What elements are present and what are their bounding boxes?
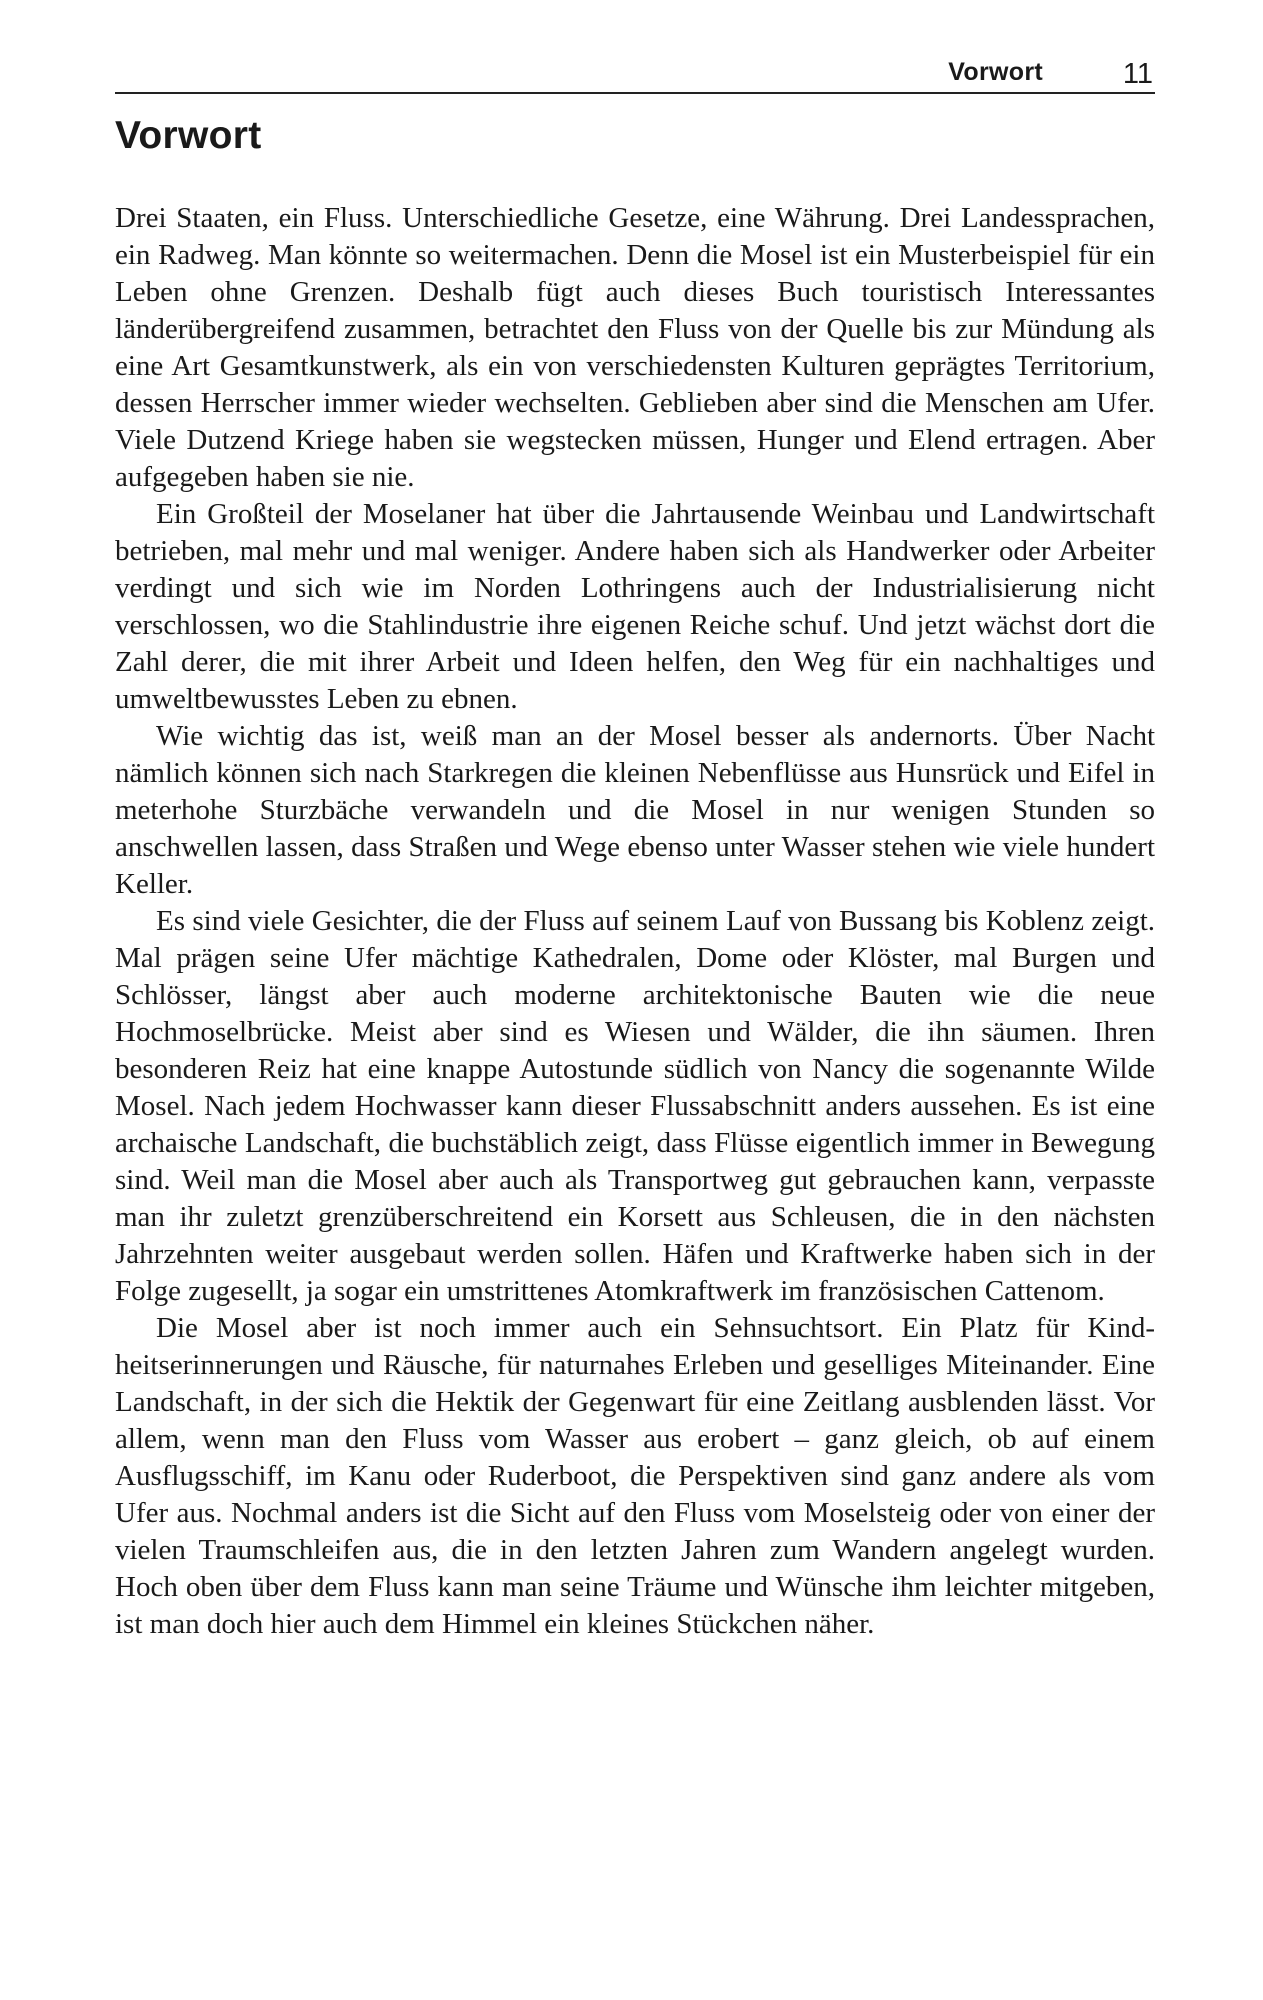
paragraph-4: Es sind viele Gesichter, die der Fluss auf seinem Lauf von Bussang bis Koblenz zeigt. Mal prägen seine Ufer mächtige Kathedralen, Dome oder Klöster, mal Burgen und Schlösser, längst aber auch moderne architektonische Bauten wie die neue Hochmoselbrücke. Meist aber sind es Wiesen und Wälder, die ihn säumen. Ihren besonderen Reiz hat eine knappe Autostunde südlich von Nancy die sogenannte Wilde Mosel. Nach jedem Hochwasser kann dieser Flussabschnitt anders aussehen. Es ist eine archaische Landschaft, die buchstäblich zeigt, dass Flüsse eigentlich immer in Bewegung sind. Weil man die Mosel aber auch als Transportweg gut gebrauchen kann, verpasste man ihr zuletzt grenzüberschreitend ein Korsett aus Schleusen, die in den nächsten Jahrzehnten weiter ausgebaut werden sollen. Häfen und Kraftwerke haben sich in der Folge zugesellt, ja sogar ein umstrittenes Atomkraftwerk im französischen Cattenom.: [115, 905, 1155, 1307]
paragraph-5: Die Mosel aber ist noch immer auch ein Sehnsuchtsort. Ein Platz für Kindheitserinnerungen und Räusche, für naturnahes Erleben und geselliges Miteinander. Eine Landschaft, in der sich die Hektik der Gegenwart für eine Zeitlang ausblenden lässt. Vor allem, wenn man den Fluss vom Wasser aus erobert – ganz gleich, ob auf einem Ausflugsschiff, im Kanu oder Ruderboot, die Perspektiven sind ganz andere als vom Ufer aus. Nochmal anders ist die Sicht auf den Fluss vom Moselsteig oder von einer der vielen Traumschleifen aus, die in den letzten Jahren zum Wandern angelegt wurden. Hoch oben über dem Fluss kann man seine Träume und Wünsche ihm leichter mitgeben, ist man doch hier auch dem Himmel ein kleines Stückchen näher.: [115, 1312, 1155, 1640]
running-head-title: Vorwort: [948, 58, 1043, 86]
page-number: 11: [1122, 58, 1153, 90]
body-text: [115, 200, 1155, 1643]
book-page: [115, 52, 1155, 1643]
chapter-title: Vorwort: [115, 114, 262, 157]
paragraph-3: Wie wichtig das ist, weiß man an der Mosel besser als andernorts. Über Nacht nämlich können sich nach Starkregen die kleinen Nebenflüsse aus Hunsrück und Eifel in meterhohe Sturzbäche verwandeln und die Mosel in nur wenigen Stunden so anschwellen lassen, dass Straßen und Wege ebenso unter Wasser stehen wie viele hundert Keller.: [115, 720, 1155, 900]
paragraph-2: Ein Großteil der Moselaner hat über die Jahrtausende Weinbau und Landwirtschaft betrieben, mal mehr und mal weniger. Andere haben sich als Handwerker oder Arbeiter verdingt und sich wie im Norden Lothringens auch der Industrialisierung nicht verschlossen, wo die Stahlindustrie ihre eigenen Reiche schuf. Und jetzt wächst dort die Zahl derer, die mit ihrer Arbeit und Ideen helfen, den Weg für ein nachhaltiges und umweltbewusstes Leben zu ebnen.: [115, 498, 1155, 715]
running-head: [115, 52, 1155, 94]
paragraph-1: Drei Staaten, ein Fluss. Unterschiedliche Gesetze, eine Währung. Drei Landessprachen, ein Radweg. Man könnte so weitermachen. Denn die Mosel ist ein Musterbeispiel für ein Leben ohne Grenzen. Deshalb fügt auch dieses Buch touristisch Interessantes länderübergreifend zusammen, betrachtet den Fluss von der Quelle bis zur Mündung als eine Art Gesamtkunstwerk, als ein von verschiedensten Kulturen geprägtes Territorium, dessen Herrscher immer wieder wechselten. Geblieben aber sind die Menschen am Ufer. Viele Dutzend Kriege haben sie wegstecken müssen, Hunger und Elend ertragen. Aber aufgegeben haben sie nie.: [115, 202, 1155, 493]
